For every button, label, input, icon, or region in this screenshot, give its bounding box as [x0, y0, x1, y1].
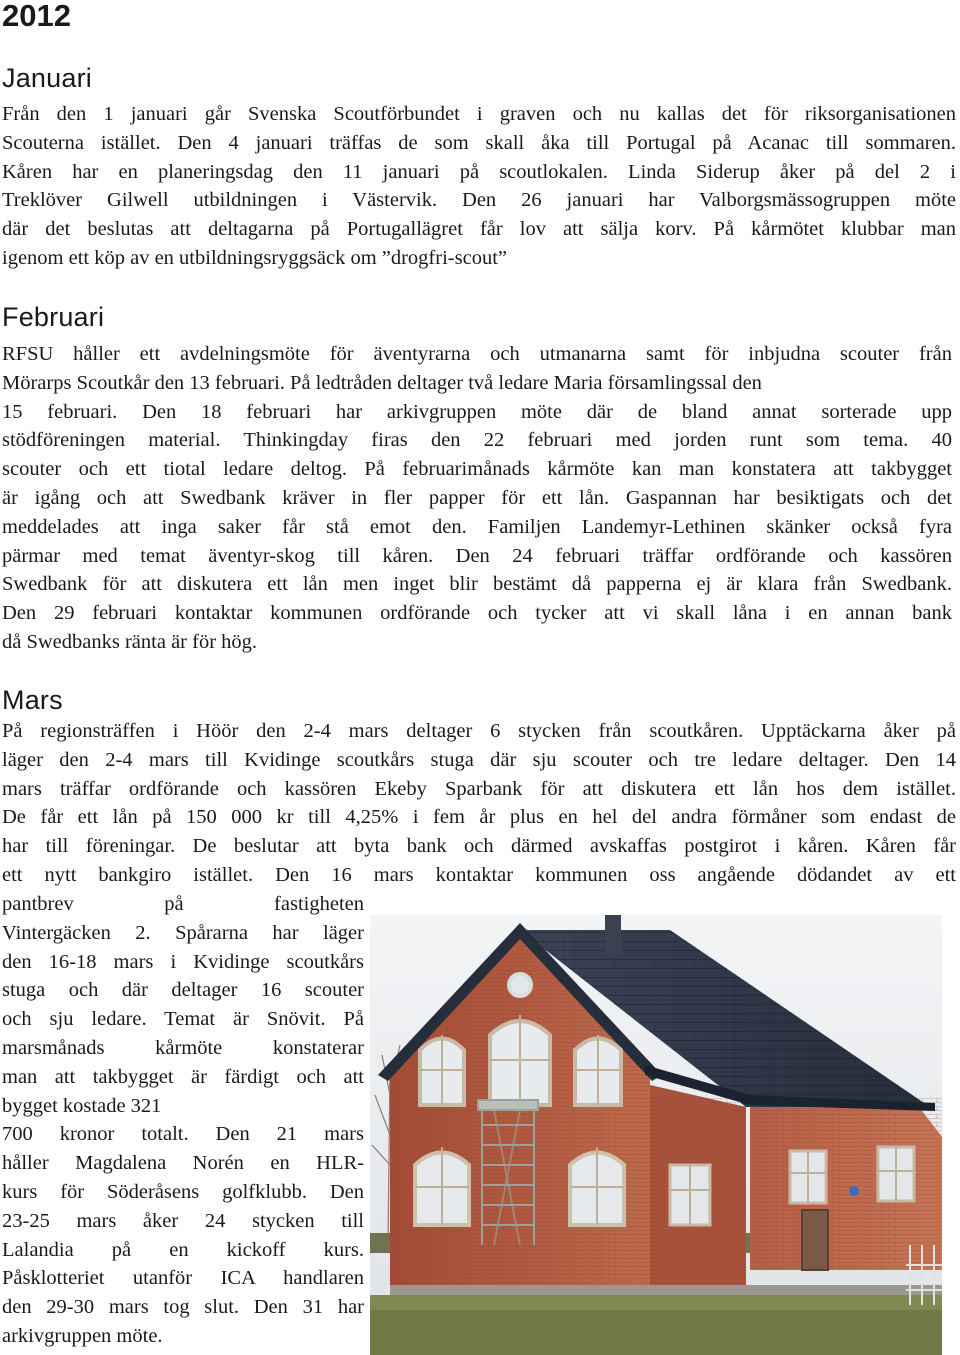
- text-line: På regionsträffen i Höör den 2-4 mars deltager 6 stycken från scoutkåren. Upptäckarna åker på: [2, 720, 956, 742]
- text-line: scouter och ett tiotal ledare deltog. På februarimånads kårmöte kan man konstatera att takbygget: [2, 458, 952, 481]
- text-line: stuga och där deltager 16 scouter: [2, 979, 364, 1002]
- text-line: ett nytt bankgiro istället. Den 16 mars kontaktar kommunen oss angående dödandet av ett: [2, 863, 956, 886]
- text-line: mars träffar ordförande och kassören Ekeby Sparbank för att diskutera ett lån hos dem istället.: [2, 777, 956, 800]
- text-line: Mörarps Scoutkår den 13 februari. På ledtråden deltager två ledare Maria församlingssal den: [2, 371, 762, 394]
- text-line: håller Magdalena Norén en HLR-: [2, 1152, 364, 1175]
- text-line: Treklöver Gilwell utbildningen i Västervik. Den 26 januari har Valborgsmässogruppen möte: [2, 189, 956, 212]
- text-line: då Swedbanks ränta är för hög.: [2, 630, 258, 653]
- text-line: De får ett lån på 150 000 kr till 4,25% i fem år plus en hel del andra förmåner som endast de: [2, 806, 956, 829]
- text-line: där det beslutas att deltagarna på Portugallägret får lov att sälja korv. På kårmötet klubbar man: [2, 218, 956, 241]
- text-line: Kåren har en planeringsdag den 11 januari på scoutlokalen. Linda Siderup åker på del 2 i: [2, 160, 956, 183]
- text-line: arkivgruppen möte.: [2, 1324, 163, 1347]
- paragraph-januari: [2, 100, 956, 273]
- text-line: 700 kronor totalt. Den 21 mars: [2, 1123, 364, 1146]
- text-line: stödföreningen material. Thinkingday firas den 22 februari med jorden runt som tema. 40: [2, 429, 952, 452]
- text-line: den 16-18 mars i Kvidinge scoutkårs: [2, 950, 364, 973]
- text-line: den 29-30 mars tog slut. Den 31 har: [2, 1296, 364, 1319]
- text-line: igenom ett köp av en utbildningsryggsäck om ”drogfri-scout”: [2, 246, 507, 269]
- section-heading-februari: Februari: [2, 302, 105, 332]
- text-line: meddelades att inga saker får stå emot den. Familjen Landemyr-Lethinen skänker också fyra: [2, 515, 952, 538]
- text-line: pantbrev på fastigheten: [2, 893, 364, 915]
- text-line: har till föreningar. De beslutar att byta bank och därmed avskaffas postgirot i kåren. Kåren får: [2, 835, 956, 858]
- text-line: läger den 2-4 mars till Kvidinge scoutkårs stuga där sju scouter och tre ledare deltager. Den 14: [2, 748, 956, 771]
- text-line: kurs för Söderåsens golfklubb. Den: [2, 1180, 364, 1203]
- section-heading-mars: Mars: [2, 685, 63, 715]
- building-photo-icon: [370, 915, 942, 1355]
- text-line: bygget kostade 321: [2, 1094, 162, 1117]
- year-heading: 2012: [2, 0, 71, 33]
- building-photo: [370, 915, 942, 1355]
- text-line: pärmar med temat äventyr-skog till kåren. Den 24 februari träffar ordförande och kassören: [2, 544, 952, 567]
- text-line: och sju ledare. Temat är Snövit. På: [2, 1008, 364, 1031]
- text-line: är igång och att Swedbank kräver in fler papper för ett lån. Gaspannan har besiktigats och det: [2, 486, 952, 509]
- paragraph-mars: [2, 717, 956, 890]
- paragraph-mars-narrow: [2, 890, 364, 1351]
- paragraph-februari: [2, 340, 952, 657]
- text-line: 15 februari. Den 18 februari har arkivgruppen möte där de bland annat sorterade upp: [2, 400, 952, 423]
- text-line: Den 29 februari kontaktar kommunen ordförande och tycker att vi skall låna i en annan bank: [2, 602, 952, 625]
- text-line: man att takbygget är färdigt och att: [2, 1065, 364, 1088]
- text-line: RFSU håller ett avdelningsmöte för äventyrarna och utmanarna samt för inbjudna scouter från: [2, 343, 952, 365]
- section-heading-januari: Januari: [2, 63, 92, 93]
- text-line: Swedbank för att diskutera ett lån men inget blir bestämt då papperna ej är klara från Swedbank.: [2, 573, 952, 596]
- text-line: Lalandia på en kickoff kurs.: [2, 1238, 364, 1261]
- text-line: Scouterna istället. Den 4 januari träffas de som skall åka till Portugal på Acanac till sommaren.: [2, 131, 956, 154]
- text-line: Från den 1 januari går Svenska Scoutförbundet i graven och nu kallas det för riksorganisationen: [2, 103, 956, 125]
- text-line: Påsklotteriet utanför ICA handlaren: [2, 1267, 364, 1290]
- text-line: 23-25 mars åker 24 stycken till: [2, 1209, 364, 1232]
- text-line: marsmånads kårmöte konstaterar: [2, 1036, 364, 1059]
- text-line: Vintergäcken 2. Spårarna har läger: [2, 921, 364, 944]
